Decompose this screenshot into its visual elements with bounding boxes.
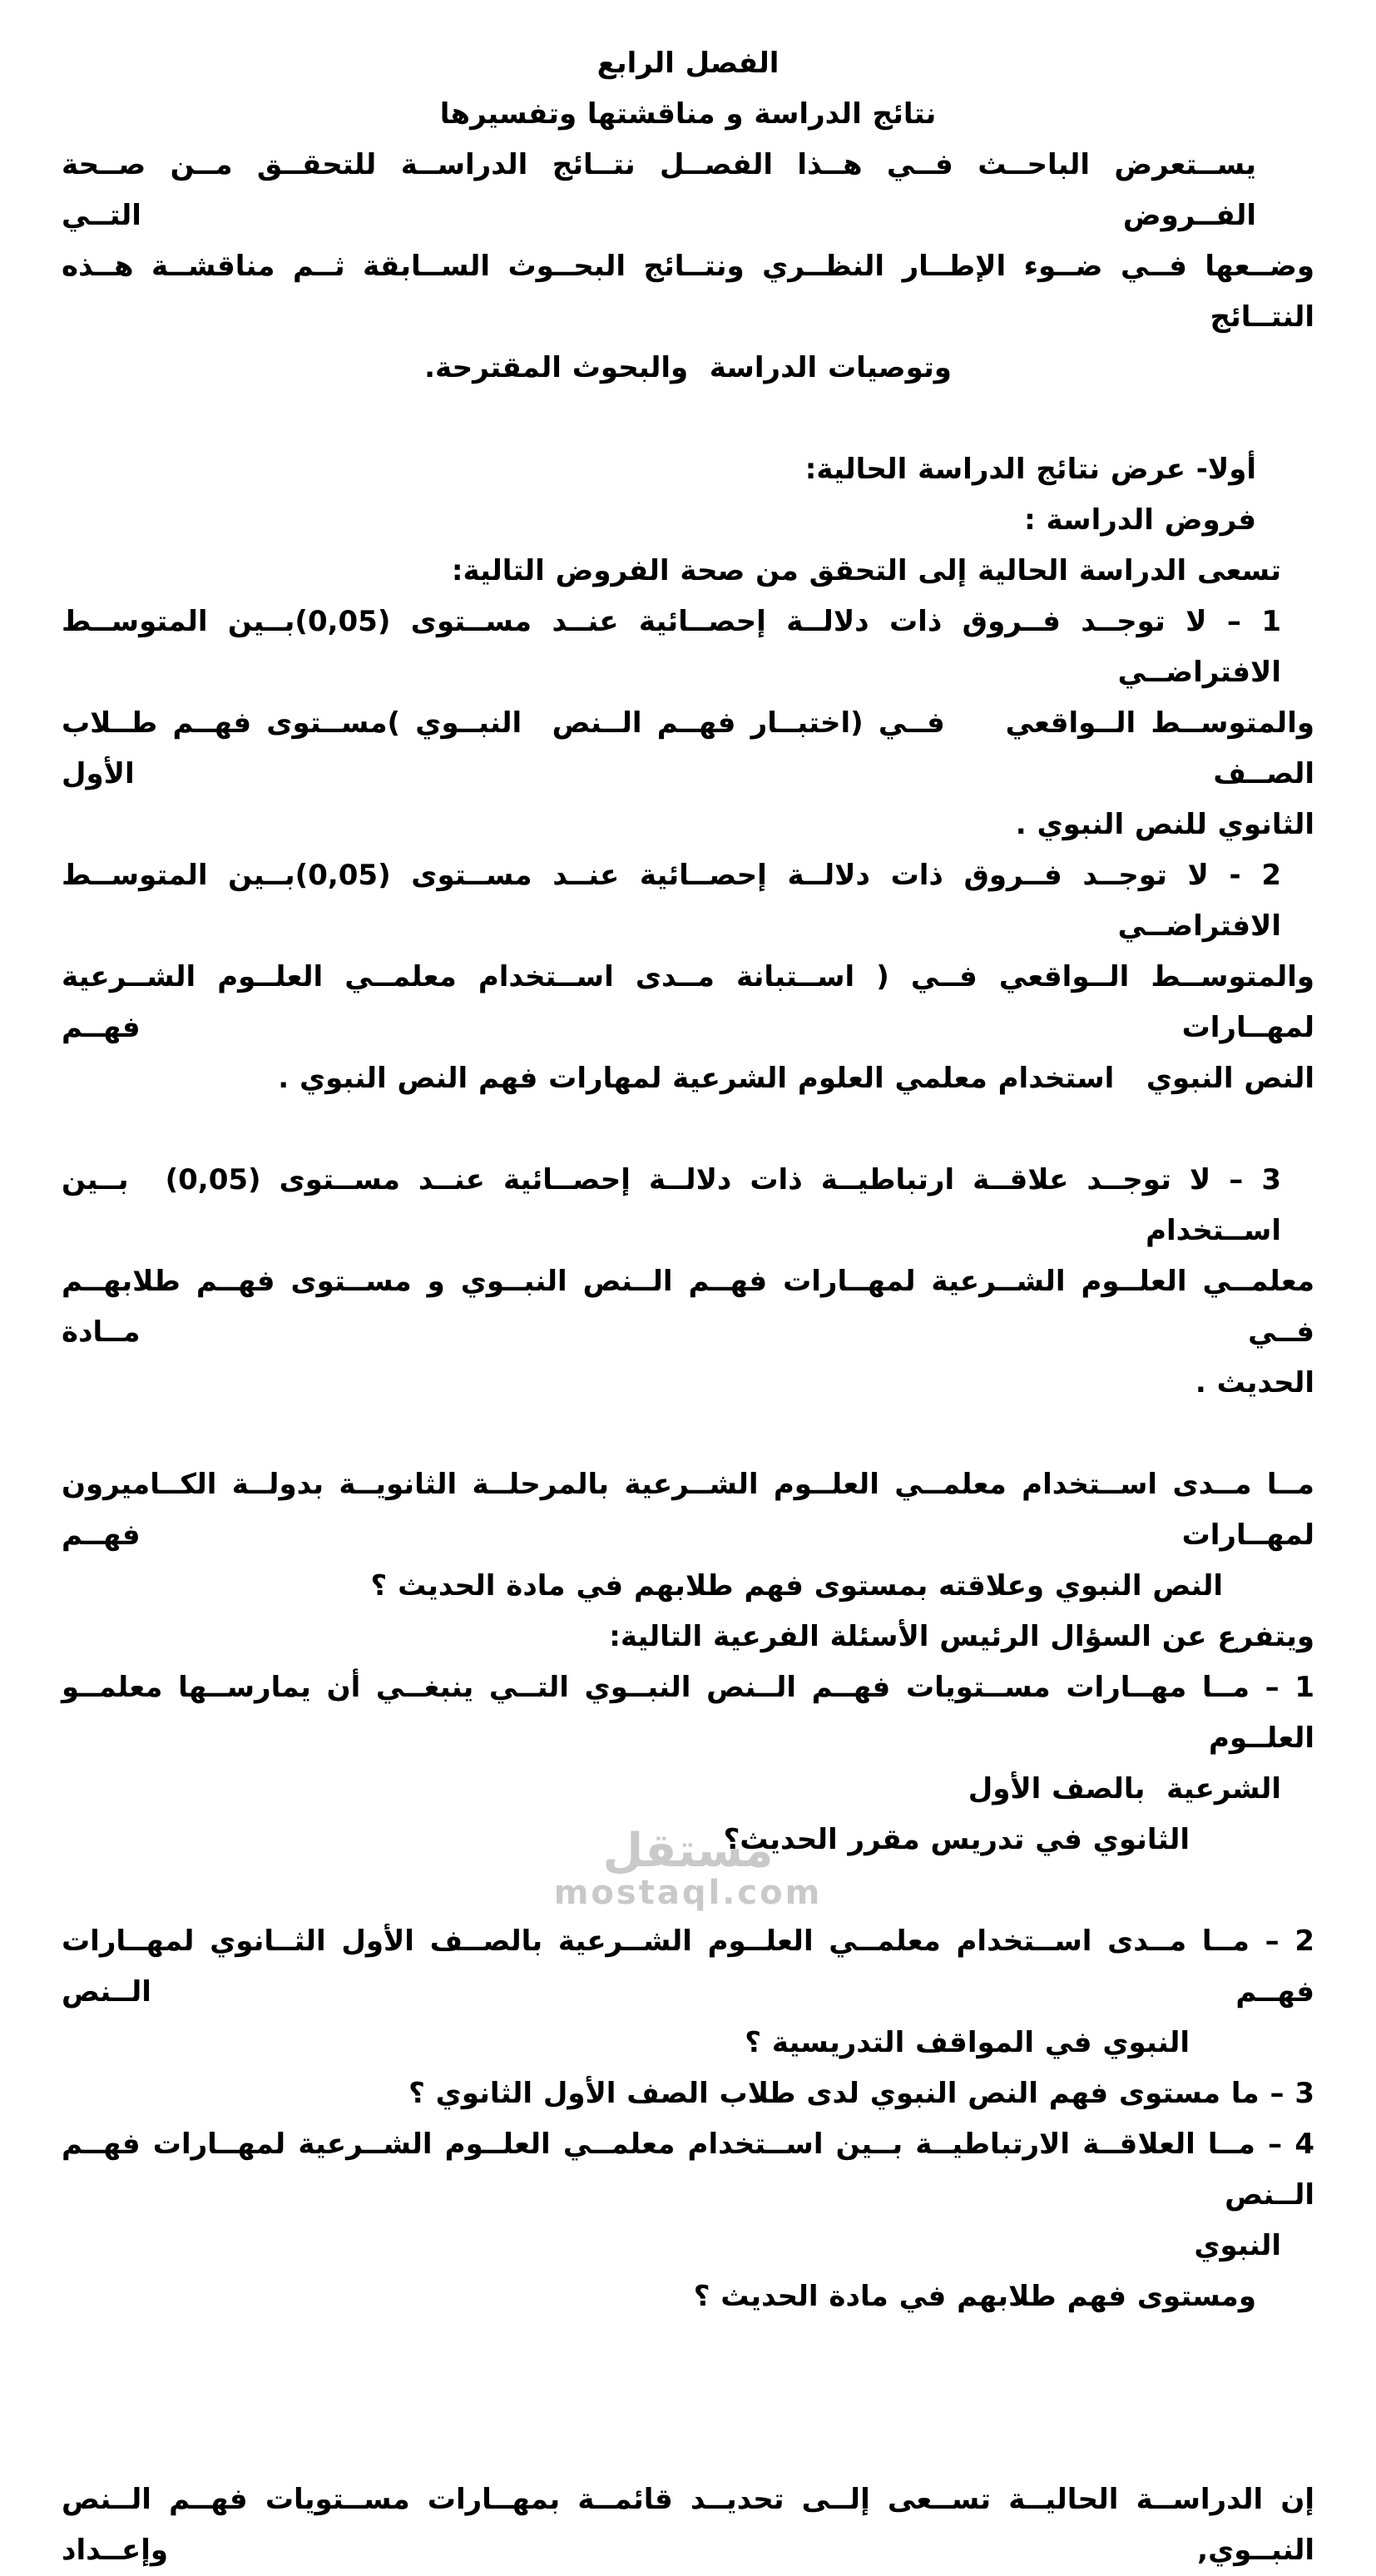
text-line: وتوصيات الدراسة والبحوث المقترحة. <box>424 351 952 384</box>
blank-line <box>62 1409 1314 1459</box>
text-line: تسعى الدراسة الحالية إلى التحقق من صحة الفروض التالية: <box>451 554 1281 587</box>
text-line: إن الدراســة الحاليــة تســعى إلــى تحديــد قائمــة بمهــارات مســتويات فهــم الــنص النبــوي, وإعــداد <box>51 2483 1314 2567</box>
text-line: والمتوســط الــواقعي فــي (اختبــار فهــم الــنص النبــوي )مســتوى فهــم طــلاب الصــف الأول <box>51 706 1314 790</box>
text-line: النبوي <box>1194 2229 1281 2262</box>
text-line: أولا- عرض نتائج الدراسة الحالية: <box>804 453 1256 486</box>
mostaql-logo: مستقل <box>602 1824 774 1878</box>
text-line: نتائج الدراسة و مناقشتها وتفسيرها <box>439 97 937 131</box>
document-body <box>51 38 1314 2576</box>
text-line: 3 – ما مستوى فهم النص النبوي لدى طلاب الصف الأول الثانوي ؟ <box>408 2077 1314 2110</box>
blank-line <box>62 2424 1314 2474</box>
blank-line <box>62 1865 1314 1916</box>
text-line: فروض الدراسة : <box>1024 503 1256 537</box>
blank-line <box>62 1104 1314 1155</box>
text-line: الثانوي للنص النبوي . <box>1015 808 1314 841</box>
text-line: الفصل الرابع <box>596 47 780 80</box>
text-line: 1 – مــا مهــارات مســتويات فهــم الــنص النبــوي التــي ينبغــي أن يمارســها معلمــو العلــوم <box>51 1671 1314 1755</box>
text-line: 1 – لا توجــد فــروق ذات دلالــة إحصــائية عنــد مســتوى (0,05)بــين المتوســط الافتراضــي <box>51 605 1281 689</box>
text-line: النص النبوي استخدام معلمي العلوم الشرعية لمهارات فهم النص النبوي . <box>278 1062 1314 1095</box>
text-line: 2 - لا توجــد فــروق ذات دلالــة إحصــائية عنــد مســتوى (0,05)بــين المتوســط الافتراضــي <box>51 859 1281 943</box>
text-line: ويتفرع عن السؤال الرئيس الأسئلة الفرعية التالية: <box>609 1620 1314 1653</box>
text-line: النص النبوي وعلاقته بمستوى فهم طلابهم في مادة الحديث ؟ <box>370 1569 1223 1603</box>
text-line: 4 – مــا العلاقــة الارتباطيــة بــين اســتخدام معلمــي العلــوم الشــرعية لمهــارات فهــم الــنص <box>51 2128 1314 2212</box>
text-line: الثانوي في تدريس مقرر الحديث؟ <box>723 1823 1190 1856</box>
blank-line <box>62 394 1314 444</box>
text-line: النبوي في المواقف التدريسية ؟ <box>745 2026 1190 2059</box>
text-line: والمتوســط الــواقعي فــي ( اســتبانة مــدى اســتخدام معلمــي العلــوم الشــرعية لمهــارات فهــم <box>51 960 1314 1044</box>
mostaql-url-text: mostaql.com <box>553 1874 823 1912</box>
text-line: الحديث . <box>1195 1366 1314 1399</box>
text-line: 3 – لا توجــد علاقــة ارتباطيــة ذات دلالــة إحصــائية عنــد مســتوى (0,05) بــين اســتخدام <box>51 1163 1281 1247</box>
text-line: ومستوى فهم طلابهم في مادة الحديث ؟ <box>693 2280 1256 2313</box>
text-line: معلمــي العلــوم الشــرعية لمهــارات فهــم الــنص النبــوي و مســتوى فهــم طلابهــم فــي مــادة <box>51 1265 1314 1349</box>
text-line: مــا مــدى اســتخدام معلمــي العلــوم الشــرعية بالمرحلــة الثانويــة بدولــة الكــاميرون لمهــارات فهــم <box>51 1468 1314 1552</box>
text-line: وضــعها فــي ضــوء الإطــار النظــري ونتــائج البحــوث الســابقة ثــم مناقشــة هــذه النتــائج <box>51 250 1314 334</box>
blank-line <box>62 2373 1314 2424</box>
text-line: يســتعرض الباحــث فــي هــذا الفصــل نتــائج الدراســة للتحقــق مــن صــحة الفــروض التــي <box>51 148 1256 232</box>
text-line: 2 – مــا مــدى اســتخدام معلمــي العلــوم الشــرعية بالصــف الأول الثــانوي لمهــارات فهــم الــنص <box>51 1925 1314 2009</box>
text-line: الشرعية بالصف الأول <box>968 1772 1281 1806</box>
blank-line <box>62 2322 1314 2373</box>
